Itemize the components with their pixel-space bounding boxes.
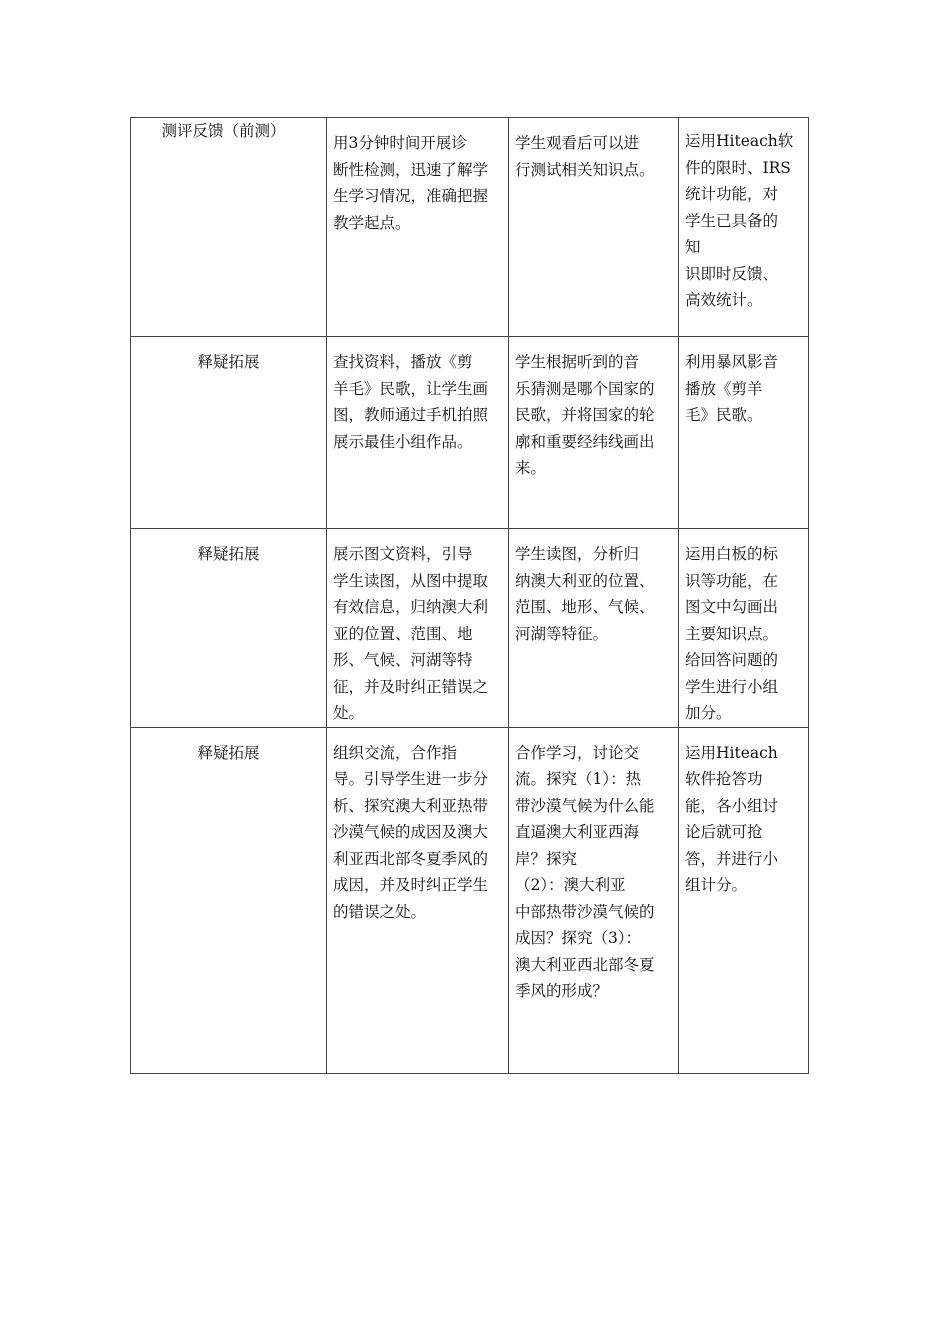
teacher-activity-cell (327, 529, 509, 728)
text-line: 导。引导学生进一步分 (333, 770, 489, 788)
table-row (131, 118, 809, 337)
text-line: 范围、地形、气候、 (515, 598, 655, 616)
text-line: 合作学习，讨论交 (515, 743, 640, 762)
text-line: 处。 (333, 704, 365, 722)
text-line: 图，教师通过手机拍照 (333, 406, 489, 424)
text-line: 沙漠气候的成因及澳大 (333, 823, 489, 841)
text-line: 学生根据听到的音 (515, 353, 640, 371)
text-line: 利亚西北部冬夏季风的 (333, 849, 489, 868)
text-line: 学生进行小组 (685, 677, 779, 696)
text-line: 行测试相关知识点。 (515, 160, 655, 179)
text-line: 成因？探究（3）： (515, 929, 642, 947)
text-line: 澳大利亚西北部冬夏 (515, 955, 655, 974)
text-line: 图文中勾画出 (685, 598, 779, 616)
text-line: 毛》民歌。 (685, 406, 763, 424)
text-line: 廓和重要经纬线画出 (515, 432, 655, 451)
text-line: 利用暴风影音 (685, 353, 779, 371)
text-line: 断性检测，迅速了解学 (333, 160, 489, 179)
text-line: 学生读图，从图中提取 (333, 571, 489, 590)
stage-cell (131, 529, 327, 728)
technology-cell (679, 118, 809, 337)
text-line: 乐猜测是哪个国家的 (515, 379, 655, 398)
text-line: 带沙漠气候为什么能 (515, 796, 655, 815)
text-line: 学生已具备的 (685, 211, 779, 230)
text-line: 统计功能，对 (685, 185, 779, 203)
student-activity-cell (509, 118, 679, 337)
technology-text (679, 337, 808, 429)
technology-text (679, 118, 808, 314)
stage-label: 测评反馈（前测） (161, 122, 286, 140)
text-line: 教学起点。 (333, 213, 411, 232)
text-line: 中部热带沙漠气候的 (515, 902, 655, 921)
text-line: 识等功能，在 (685, 571, 779, 590)
text-line: 识即时反馈、 (685, 264, 779, 283)
table-row (131, 727, 809, 1073)
text-line: 加分。 (685, 704, 732, 722)
text-line: 展示图文资料，引导 (333, 545, 473, 563)
teacher-activity-cell (327, 337, 509, 529)
text-line: 亚的位置、范围、地 (333, 624, 473, 643)
text-line: 论后就可抢 (685, 823, 763, 841)
stage-cell (131, 337, 327, 529)
student-activity-text (509, 529, 678, 647)
table-row (131, 337, 809, 529)
text-line: 征，并及时纠正错误之 (333, 677, 489, 696)
text-line: 运用白板的标 (685, 545, 779, 563)
teacher-activity-cell (327, 727, 509, 1073)
text-line: 组织交流，合作指 (333, 743, 458, 762)
text-line: 的错误之处。 (333, 902, 427, 921)
student-activity-cell (509, 529, 679, 728)
text-line: 用3分钟时间开展诊 (333, 134, 467, 152)
stage-cell (131, 727, 327, 1073)
technology-cell (679, 337, 809, 529)
technology-text (679, 529, 808, 727)
teacher-activity-text (327, 337, 508, 455)
text-line: 学生观看后可以进 (515, 134, 640, 152)
text-line: 能，各小组讨 (685, 796, 779, 815)
text-line: 播放《剪羊 (685, 379, 763, 398)
text-line: 主要知识点。 (685, 624, 779, 643)
stage-cell (131, 118, 327, 337)
text-line: （2）：澳大利亚 (515, 876, 626, 894)
teacher-activity-cell (327, 118, 509, 337)
text-line: 查找资料，播放《剪 (333, 353, 473, 371)
text-line: 民歌，并将国家的轮 (515, 406, 655, 424)
text-line: 形、气候、河湖等特 (333, 651, 473, 669)
text-line: 直逼澳大利亚西海 (515, 823, 640, 841)
teacher-activity-text (327, 728, 508, 926)
stage-label: 释疑拓展 (197, 743, 260, 762)
student-activity-text (509, 728, 678, 1005)
text-line: 岸？探究 (515, 849, 578, 868)
text-line: 展示最佳小组作品。 (333, 432, 473, 451)
text-line: 运用Hiteach软 (685, 132, 794, 150)
text-line: 羊毛》民歌，让学生画 (333, 379, 489, 398)
student-activity-cell (509, 337, 679, 529)
table-body (131, 118, 809, 1074)
text-line: 给回答问题的 (685, 651, 779, 669)
text-line: 件的限时、IRS (685, 158, 791, 177)
text-line: 河湖等特征。 (515, 624, 609, 643)
text-line: 流。探究（1）：热 (515, 770, 642, 788)
text-line: 学生读图，分析归 (515, 545, 640, 563)
text-line: 答，并进行小 (685, 849, 779, 868)
text-line: 析、探究澳大利亚热带 (333, 796, 489, 815)
text-line: 纳澳大利亚的位置、 (515, 571, 655, 590)
technology-cell (679, 727, 809, 1073)
student-activity-text (509, 118, 678, 183)
student-activity-text (509, 337, 678, 482)
text-line: 生学习情况，准确把握 (333, 187, 489, 205)
text-line: 来。 (515, 459, 547, 477)
student-activity-cell (509, 727, 679, 1073)
stage-label: 释疑拓展 (197, 353, 260, 371)
text-line: 成因，并及时纠正学生 (333, 876, 489, 894)
text-line: 知 (685, 238, 701, 256)
text-line: 组计分。 (685, 876, 748, 894)
teacher-activity-text (327, 529, 508, 727)
technology-cell (679, 529, 809, 728)
text-line: 软件抢答功 (685, 770, 763, 788)
text-line: 高效统计。 (685, 291, 763, 309)
lesson-plan-table (130, 117, 809, 1074)
stage-label: 释疑拓展 (197, 545, 260, 563)
text-line: 运用Hiteach (685, 743, 778, 762)
text-line: 季风的形成？ (515, 982, 609, 1000)
text-line: 有效信息，归纳澳大利 (333, 598, 489, 616)
technology-text (679, 728, 808, 899)
table-row (131, 529, 809, 728)
teacher-activity-text (327, 118, 508, 236)
